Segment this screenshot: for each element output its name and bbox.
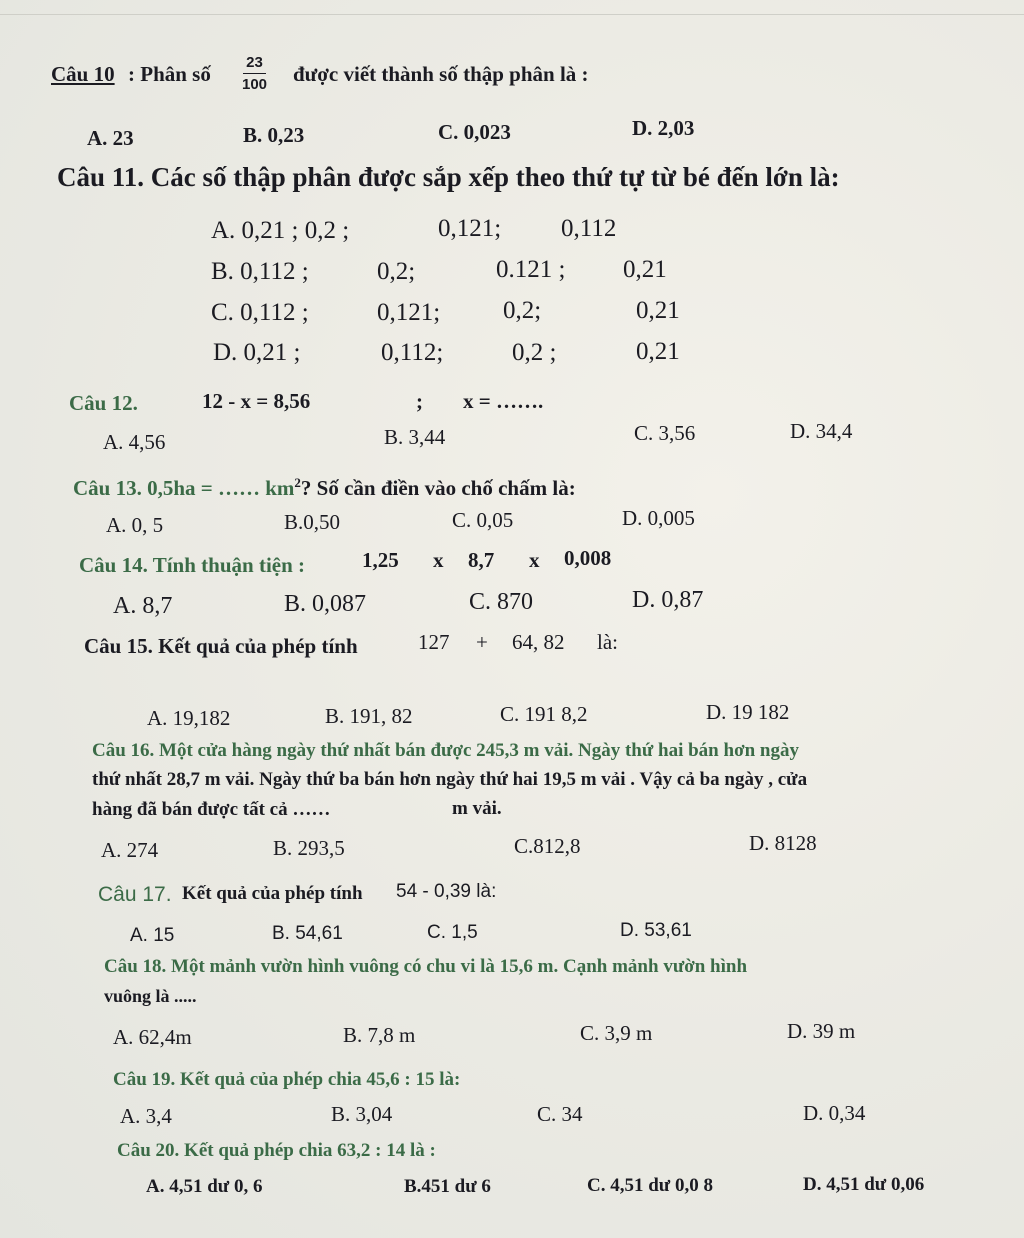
q10-option-c: C. 0,023 — [438, 120, 511, 144]
q14-option-b: B. 0,087 — [284, 591, 367, 617]
q11-option-d-1: D. 0,21 ; — [213, 339, 301, 366]
q15-tail: là: — [597, 630, 618, 654]
q18-option-b: B. 7,8 m — [343, 1023, 416, 1047]
q16-option-c: C.812,8 — [514, 834, 581, 858]
q17-text: Kết quả của phép tính — [182, 883, 363, 904]
q16-line-3: hàng đã bán được tất cả …… — [92, 799, 331, 820]
q11-option-c-3: 0,2; — [503, 297, 542, 324]
q12-semicolon: ; — [416, 389, 423, 413]
q11-option-b-2: 0,2; — [377, 258, 416, 285]
q15-term-2: 64, 82 — [512, 630, 565, 654]
q11-option-d-4: 0,21 — [636, 338, 680, 365]
q12-ask: x = ……. — [463, 389, 544, 413]
q17-option-d: D. 53,61 — [620, 920, 692, 941]
q16-option-d: D. 8128 — [749, 831, 817, 855]
q14-op-2: x — [529, 548, 540, 572]
q19-text-inner: Câu 19. Kết quả của phép chia 45,6 : 15 là: — [113, 1069, 461, 1090]
q12-option-c: C. 3,56 — [634, 421, 696, 445]
q14-label: Câu 14. Tính thuận tiện : — [79, 553, 306, 577]
q16-line-4: m vải. — [452, 798, 502, 819]
q16-line-1 — [92, 741, 799, 760]
q18-line-1 — [104, 957, 747, 976]
q14-option-a: A. 8,7 — [113, 593, 173, 619]
q13-sup: 2 — [294, 475, 301, 490]
q13-option-d: D. 0,005 — [622, 506, 695, 530]
q18-option-a: A. 62,4m — [113, 1025, 192, 1049]
q20-option-a: A. 4,51 dư 0, 6 — [146, 1176, 263, 1197]
q17-label: Câu 17. — [98, 883, 172, 906]
q20-option-d: D. 4,51 dư 0,06 — [803, 1174, 925, 1195]
q11-option-d-2: 0,112; — [381, 339, 444, 366]
q18-line-1-text: Câu 18. Một mảnh vườn hình vuông có chu vi là 15,6 m. Cạnh mảnh vườn hình — [104, 956, 748, 977]
q14-term-3: 0,008 — [564, 546, 612, 570]
q11-option-b-1: B. 0,112 ; — [211, 258, 309, 285]
q20-text-inner: Câu 20. Kết quả phép chia 63,2 : 14 là : — [117, 1140, 436, 1161]
q10-option-d: D. 2,03 — [632, 116, 695, 140]
q19-option-b: B. 3,04 — [331, 1102, 393, 1126]
q14-option-d: D. 0,87 — [632, 587, 704, 613]
q13-text — [73, 476, 576, 499]
q11-option-a-2: 0,121; — [438, 215, 502, 242]
q15-option-c: C. 191 8,2 — [500, 702, 588, 726]
q11-option-a-1: A. 0,21 ; 0,2 ; — [211, 217, 350, 244]
q13-text-pre: Câu 13. 0,5ha = …… km — [73, 476, 295, 500]
q19-text — [113, 1070, 460, 1089]
q10-fraction-numerator: 23 — [243, 54, 266, 74]
q14-term-1: 1,25 — [362, 548, 399, 572]
q15-op: + — [476, 630, 488, 654]
q20-text — [117, 1141, 436, 1160]
q18-option-d: D. 39 m — [787, 1019, 856, 1043]
q11-option-a-3: 0,112 — [561, 215, 617, 242]
q11-option-b-3: 0.121 ; — [496, 256, 566, 283]
q10-text-post: được viết thành số thập phân là : — [293, 62, 589, 86]
q14-op-1: x — [433, 548, 444, 572]
q11-option-c-2: 0,121; — [377, 299, 441, 326]
q10-label: Câu 10 — [51, 62, 115, 86]
q19-option-c: C. 34 — [537, 1102, 583, 1126]
q11-option-c-4: 0,21 — [636, 297, 680, 324]
q10-text-pre: : Phân số — [128, 62, 211, 86]
q15-label: Câu 15. Kết quả của phép tính — [84, 634, 358, 658]
top-divider — [0, 14, 1024, 15]
q16-line-1-text: Câu 16. Một cửa hàng ngày thứ nhất bán được 245,3 m vải. Ngày thứ hai bán hơn ngày — [92, 740, 799, 761]
q12-option-b: B. 3,44 — [384, 425, 446, 449]
q13-text-post: ? Số cần điền vào chố chấm là: — [300, 476, 576, 500]
q17-option-a: A. 15 — [130, 925, 175, 946]
q15-option-d: D. 19 182 — [706, 700, 790, 724]
q15-option-a: A. 19,182 — [147, 706, 231, 730]
q14-term-2: 8,7 — [468, 548, 495, 572]
q17-option-c: C. 1,5 — [427, 922, 478, 943]
q12-label: Câu 12. — [69, 391, 138, 415]
q15-option-b: B. 191, 82 — [325, 704, 413, 728]
q17-expression: 54 - 0,39 là: — [396, 881, 497, 902]
q10-option-b: B. 0,23 — [243, 123, 305, 147]
q10-fraction-denominator: 100 — [242, 76, 268, 93]
q17-option-b: B. 54,61 — [272, 923, 343, 944]
q13-option-b: B.0,50 — [284, 510, 341, 534]
q12-expression: 12 - x = 8,56 — [202, 389, 311, 413]
q16-line-2: thứ nhất 28,7 m vải. Ngày thứ ba bán hơn ngày thứ hai 19,5 m vải . Vậy cả ba ngày , cửa — [92, 769, 808, 790]
q15-term-1: 127 — [418, 630, 450, 654]
q16-option-b: B. 293,5 — [273, 836, 345, 860]
q13-option-c: C. 0,05 — [452, 508, 514, 532]
q18-line-2: vuông là ..... — [104, 986, 197, 1006]
q11-option-d-3: 0,2 ; — [512, 339, 557, 366]
q12-option-a: A. 4,56 — [103, 430, 166, 454]
q11-text: Câu 11. Các số thập phân được sắp xếp theo thứ tự từ bé đến lớn là: — [57, 162, 840, 192]
q11-option-b-4: 0,21 — [623, 256, 667, 283]
q10-option-a: A. 23 — [87, 126, 134, 150]
q14-option-c: C. 870 — [469, 589, 534, 615]
q16-option-a: A. 274 — [101, 838, 159, 862]
q19-option-a: A. 3,4 — [120, 1104, 172, 1128]
q11-option-c-1: C. 0,112 ; — [211, 299, 309, 326]
q19-option-d: D. 0,34 — [803, 1101, 866, 1125]
q10-fraction — [242, 54, 267, 93]
q13-option-a: A. 0, 5 — [106, 513, 164, 537]
q18-option-c: C. 3,9 m — [580, 1021, 653, 1045]
q20-option-c: C. 4,51 dư 0,0 8 — [587, 1175, 713, 1196]
q12-option-d: D. 34,4 — [790, 419, 853, 443]
q20-option-b: B.451 dư 6 — [404, 1176, 491, 1197]
